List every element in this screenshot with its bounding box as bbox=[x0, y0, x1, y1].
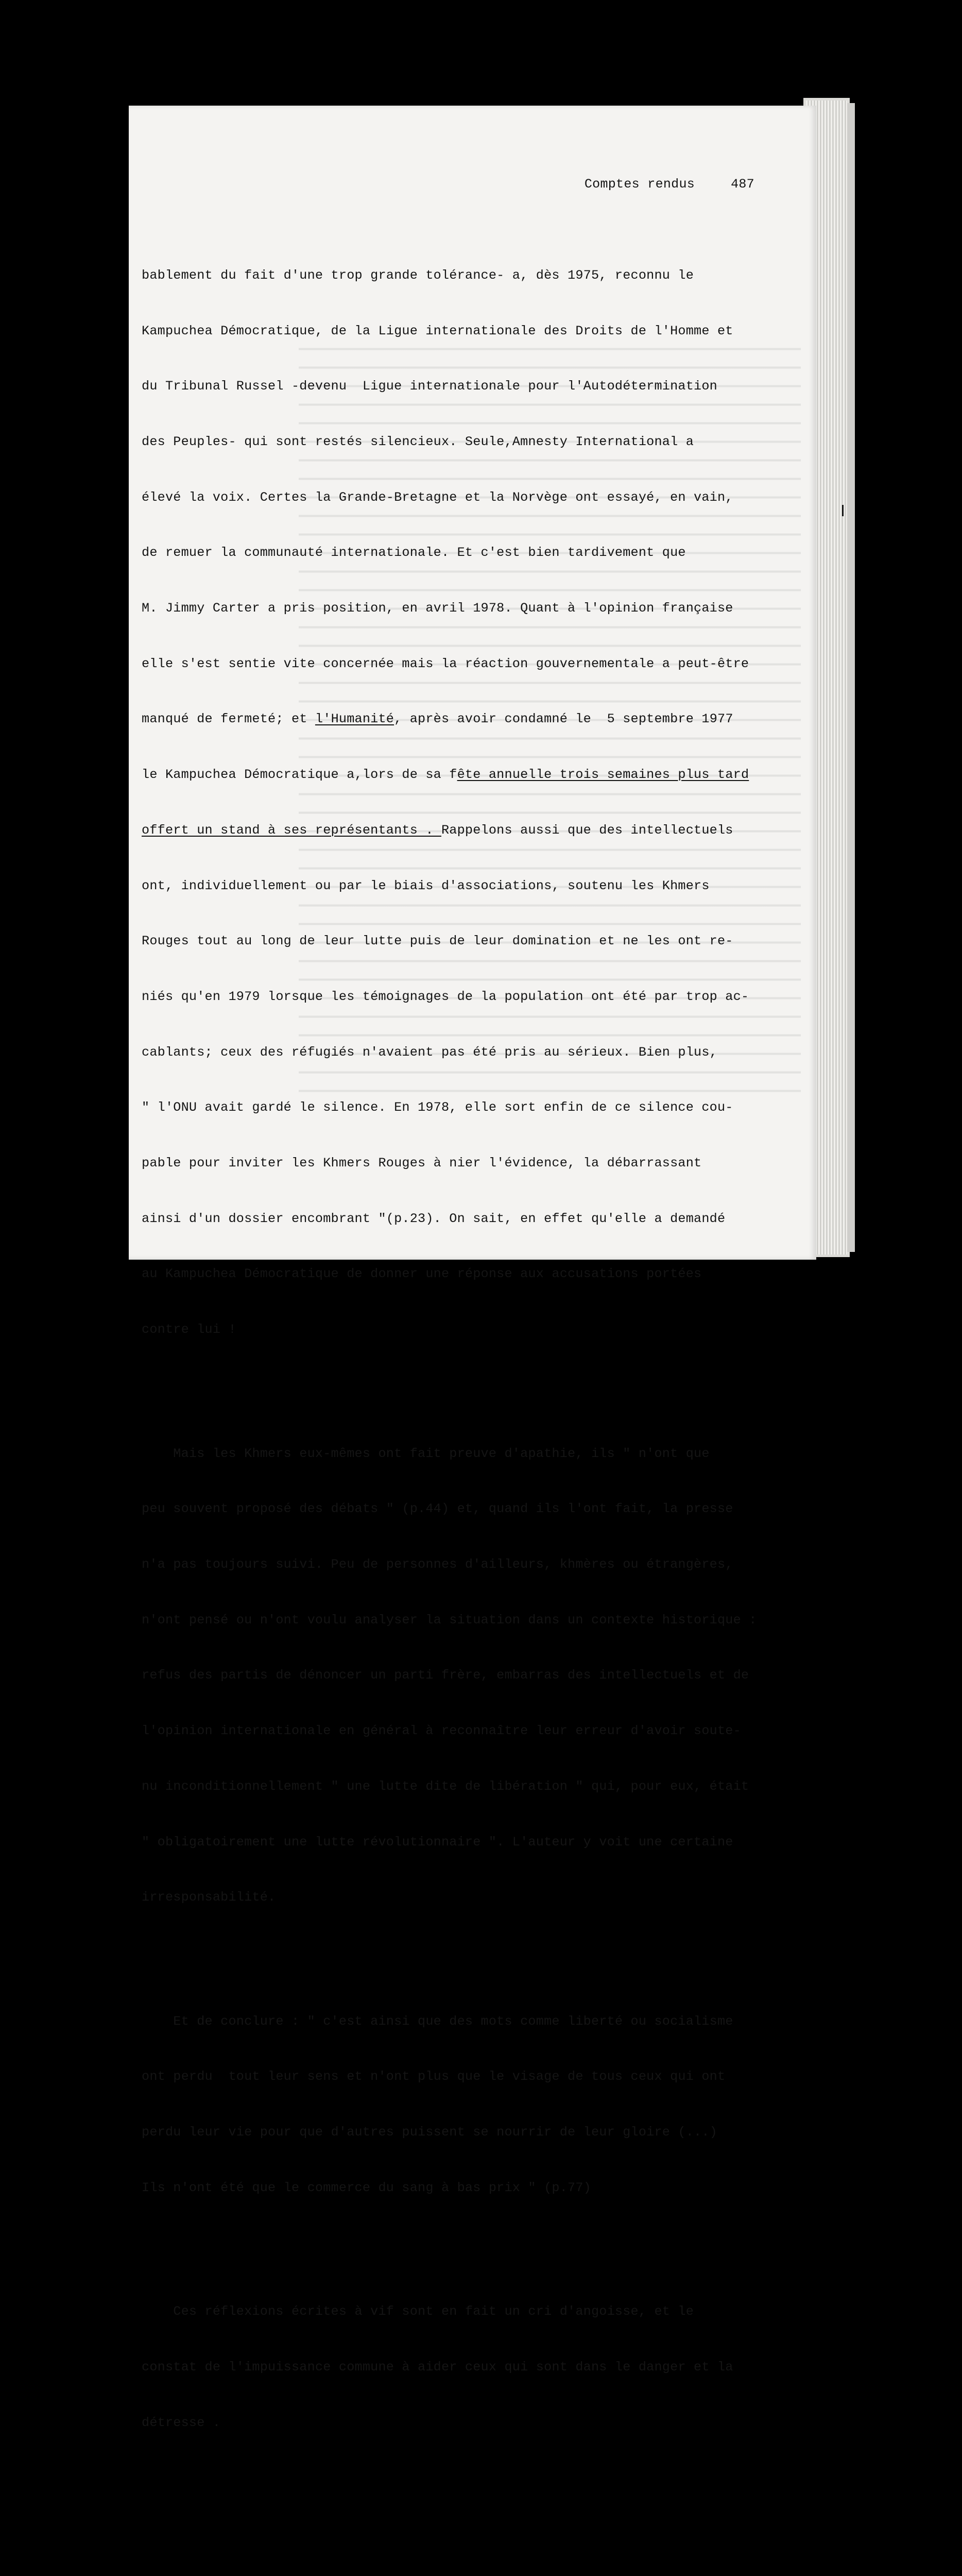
text-line: constat de l'impuissance commune à aider ceux qui sont dans le danger et la bbox=[142, 2359, 733, 2375]
text-line: M. Jimmy Carter a pris position, en avril 1978. Quant à l'opinion française bbox=[142, 601, 733, 616]
paragraph-gap bbox=[142, 1962, 788, 1975]
text-line bbox=[142, 766, 788, 784]
text-line: contre lui ! bbox=[142, 1322, 236, 1337]
text-line: du Tribunal Russel -devenu Ligue internationale pour l'Autodétermination bbox=[142, 379, 717, 394]
underlined-phrase: ête annuelle trois semaines plus tard bbox=[457, 767, 749, 783]
text-line: n'ont pensé ou n'ont voulu analyser la situation dans un contexte historique : bbox=[142, 1612, 757, 1628]
text-line: perdu leur vie pour que d'autres puissent se nourrir de leur gloire (...) bbox=[142, 2125, 717, 2140]
text-line: élevé la voix. Certes la Grande-Bretagne et la Norvège ont essayé, en vain, bbox=[142, 489, 733, 505]
section-gap bbox=[142, 2487, 788, 2544]
text-line: des Peuples- qui sont restés silencieux. Seule,Amnesty International a bbox=[142, 434, 694, 449]
text-line: Mais les Khmers eux-mêmes ont fait preuve d'apathie, ils " n'ont que bbox=[142, 1446, 710, 1461]
text-line: nu inconditionnellement " une lutte dite de libération " qui, pour eux, était bbox=[142, 1778, 749, 1794]
body-text bbox=[142, 229, 788, 2576]
text-line: ont, individuellement ou par le biais d'associations, soutenu les Khmers bbox=[142, 878, 710, 893]
text-line: elle s'est sentie vite concernée mais la réaction gouvernementale a peut-être bbox=[142, 656, 749, 671]
underlined-phrase: offert un stand à ses représentants . bbox=[142, 822, 441, 838]
running-title: Comptes rendus bbox=[584, 177, 695, 192]
text-line: cablants; ceux des réfugiés n'avaient pas été pris au sérieux. Bien plus, bbox=[142, 1044, 717, 1060]
underlined-journal-name: l'Humanité bbox=[315, 711, 394, 727]
text-line: détresse . bbox=[142, 2415, 221, 2430]
text-line: de remuer la communauté internationale. Et c'est bien tardivement que bbox=[142, 545, 686, 561]
text-line: " obligatoirement une lutte révolutionnaire ". L'auteur y voit une certaine bbox=[142, 1834, 733, 1850]
text-line: Et de conclure : " c'est ainsi que des mots comme liberté ou socialisme bbox=[142, 2013, 733, 2029]
text-line: ont perdu tout leur sens et n'ont plus que le visage de tous ceux qui ont bbox=[142, 2069, 726, 2084]
text-line: l'opinion internationale en général à reconnaître leur erreur d'avoir soute- bbox=[142, 1723, 741, 1739]
text-line bbox=[142, 821, 788, 840]
text-line: " l'ONU avait gardé le silence. En 1978, elle sort enfin de ce silence cou- bbox=[142, 1100, 733, 1115]
text-segment: Rappelons aussi que des intellectuels bbox=[441, 822, 733, 838]
text-line: Kampuchea Démocratique, de la Ligue internationale des Droits de l'Homme et bbox=[142, 323, 733, 338]
page-header bbox=[585, 177, 754, 192]
margin-mark bbox=[842, 505, 844, 516]
text-segment: le Kampuchea Démocratique a,lors de sa f bbox=[142, 767, 457, 783]
text-line: refus des partis de dénoncer un parti frère, embarras des intellectuels et de bbox=[142, 1668, 749, 1683]
text-line: Rouges tout au long de leur lutte puis de leur domination et ne les ont re- bbox=[142, 934, 733, 949]
text-line bbox=[142, 710, 788, 728]
text-line: niés qu'en 1979 lorsque les témoignages de la population ont été par trop ac- bbox=[142, 989, 749, 1004]
text-segment: manqué de fermeté; et bbox=[142, 711, 315, 727]
text-line: au Kampuchea Démocratique de donner une réponse aux accusations portées bbox=[142, 1266, 702, 1282]
text-segment: , après avoir condamné le 5 septembre 1977 bbox=[394, 711, 733, 727]
book-page bbox=[129, 106, 816, 2430]
text-line: ainsi d'un dossier encombrant "(p.23). On sait, en effet qu'elle a demandé bbox=[142, 1211, 726, 1226]
text-line: Ils n'ont été que le commerce du sang à bas prix " (p.77) bbox=[142, 2180, 591, 2195]
page-number: 487 bbox=[731, 177, 754, 192]
text-line: bablement du fait d'une trop grande tolérance- a, dès 1975, reconnu le bbox=[142, 267, 694, 283]
text-line: pable pour inviter les Khmers Rouges à nier l'évidence, la débarrassant bbox=[142, 1156, 702, 1171]
text-line: peu souvent proposé des débats " (p.44) et, quand ils l'ont fait, la presse bbox=[142, 1501, 733, 1517]
paragraph-gap bbox=[142, 2252, 788, 2265]
paragraph-gap bbox=[142, 1395, 788, 1408]
text-line: n'a pas toujours suivi. Peu de personnes d'ailleurs, khmères ou étrangères, bbox=[142, 1557, 733, 1572]
text-line: irresponsabilité. bbox=[142, 1890, 276, 1905]
text-line: Ces réflexions écrites à vif sont en fait un cri d'angoisse, et le bbox=[142, 2304, 694, 2319]
